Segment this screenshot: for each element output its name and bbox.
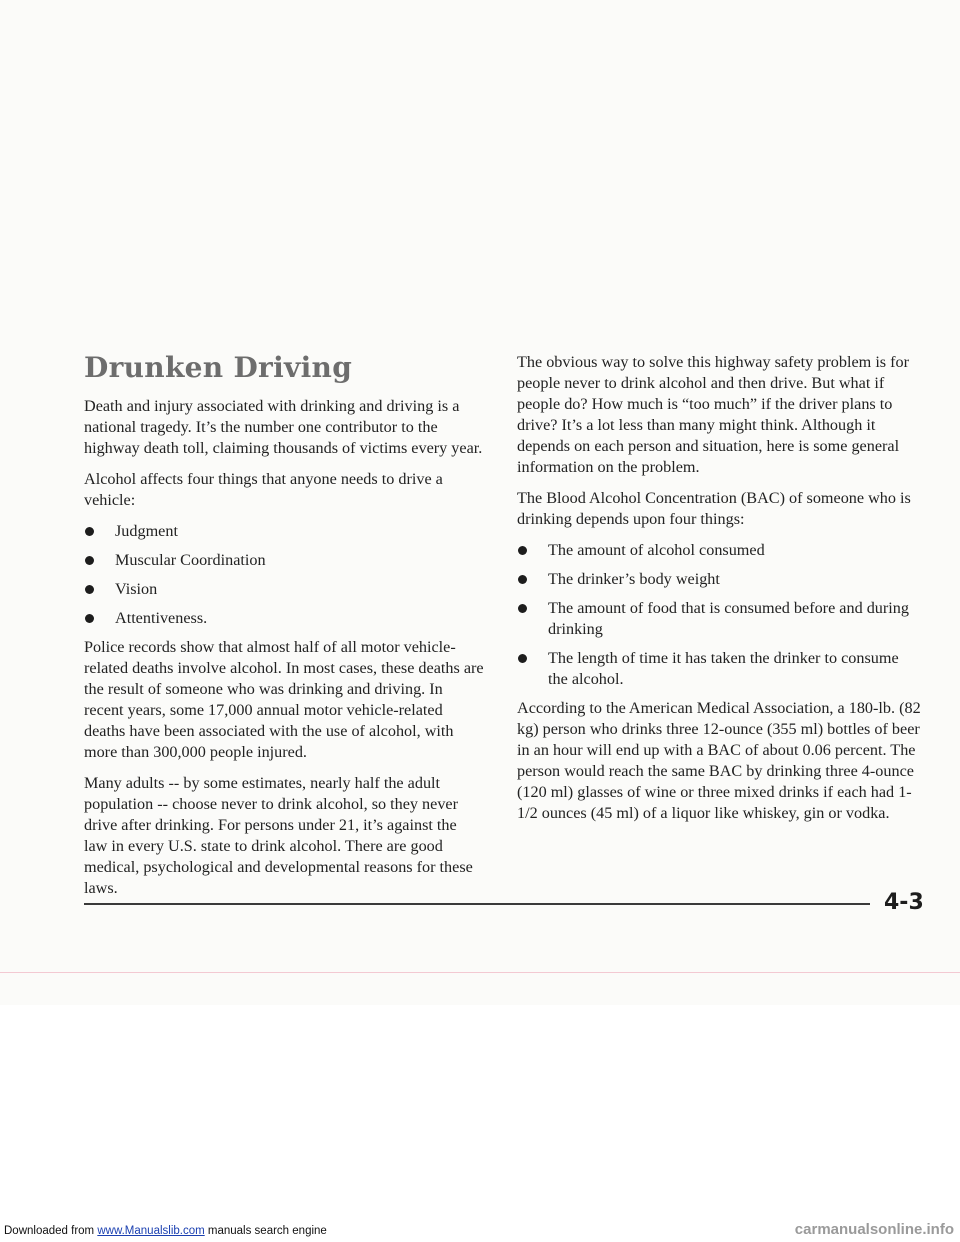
footer-rule [84,903,870,905]
bullet-dot-icon [518,546,527,555]
list-item: The amount of food that is consumed before and during drinking [517,598,922,640]
bullet-dot-icon [518,654,527,663]
bullet-dot-icon [518,604,527,613]
paragraph: The obvious way to solve this highway safety problem is for people never to drink alcohol and then drive. But what if people do? How much is “too much” if the driver plans to drive? It’s a lot less than many might think. Although it depends on each person and situation, here is some general information on the problem. [517,353,910,476]
bullet-dot-icon [518,575,527,584]
bullet-list [517,540,922,690]
list-item: Muscular Coordination [84,550,484,571]
site-watermark: carmanualsonline.info [794,1221,954,1238]
bullet-dot-icon [85,585,94,594]
paragraph: According to the American Medical Association, a 180-lb. (82 kg) person who drinks three 12-ounce (355 ml) bottles of beer in an hour will end up with a BAC of about 0.06 percent. The person would reach the same BAC by drinking three 4-ounce (120 ml) glasses of wine or three mixed drinks if each had 1-1/2 ounces (45 ml) of a liquor like whiskey, gin or vodka. [517,699,921,822]
list-item: Vision [84,579,484,600]
list-item: The length of time it has taken the drinker to consume the alcohol. [517,648,922,690]
paragraph: Alcohol affects four things that anyone needs to drive a vehicle: [84,470,443,509]
paragraph: Police records show that almost half of all motor vehicle-related deaths involve alcohol. In most cases, these deaths are the result of someone who was drinking and driving. In recent years, some 17,000 annual motor vehicle-related deaths have been associated with the use of alcohol, with more than 300,000 people injured. [84,638,484,761]
bullet-list [84,521,484,629]
list-item: The drinker’s body weight [517,569,922,590]
right-column [517,352,922,834]
list-item: Attentiveness. [84,608,484,629]
paragraph: Death and injury associated with drinking and driving is a national tragedy. It’s the number one contributor to the highway death toll, claiming thousands of victims every year. [84,397,483,457]
section-heading: Drunken Driving [84,351,353,384]
list-item: The amount of alcohol consumed [517,540,922,561]
bullet-dot-icon [85,614,94,623]
list-item: Judgment [84,521,484,542]
manualslib-link[interactable]: www.Manualslib.com [97,1225,205,1237]
bullet-dot-icon [85,556,94,565]
download-credit: Downloaded from www.Manualslib.com manuals search engine [4,1225,327,1237]
page-edge-line [0,972,960,973]
left-column [84,350,484,909]
paragraph: The Blood Alcohol Concentration (BAC) of someone who is drinking depends upon four things: [517,489,911,528]
paragraph: Many adults -- by some estimates, nearly half the adult population -- choose never to drink alcohol, so they never drive after drinking. For persons under 21, it’s against the law in every U.S. state to drink alcohol. There are good medical, psychological and developmental reasons for these laws. [84,774,473,897]
page-number: 4-3 [884,890,924,915]
bullet-dot-icon [85,527,94,536]
